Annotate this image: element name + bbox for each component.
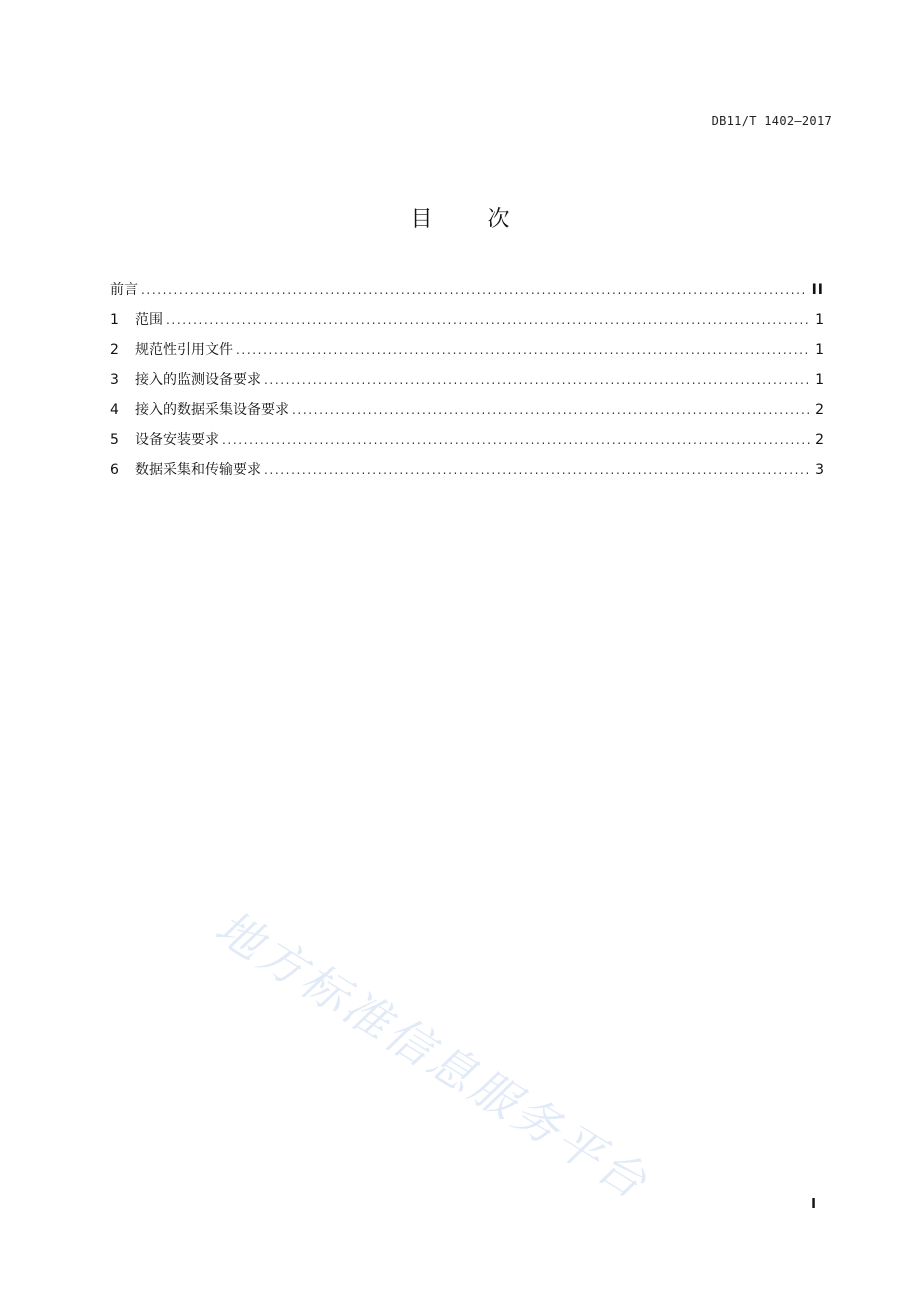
toc-entry-monitoring-devices[interactable] <box>110 368 824 398</box>
toc-entry-number: 4 <box>110 402 119 418</box>
toc-leader-dots <box>236 338 811 362</box>
toc-entry-label: 设备安装要求 <box>135 432 219 448</box>
toc-entry-installation[interactable] <box>110 428 824 458</box>
toc-entry-normative-references[interactable] <box>110 338 824 368</box>
table-of-contents <box>110 278 824 488</box>
document-code: DB11/T 1402—2017 <box>711 114 832 128</box>
toc-entry-data-acquisition-devices[interactable] <box>110 398 824 428</box>
toc-entry-page: 2 <box>815 432 824 448</box>
toc-leader-dots <box>292 398 811 422</box>
toc-entry-page: 1 <box>815 372 824 388</box>
toc-leader-dots <box>141 278 808 302</box>
toc-entry-label: 接入的数据采集设备要求 <box>135 402 289 418</box>
toc-entry-label: 数据采集和传输要求 <box>135 462 261 478</box>
toc-entry-page: 1 <box>815 312 824 328</box>
toc-entry-number: 6 <box>110 462 119 478</box>
toc-entry-label: 范围 <box>135 312 163 328</box>
toc-leader-dots <box>222 428 811 452</box>
toc-entry-label: 规范性引用文件 <box>135 342 233 358</box>
toc-entry-number: 1 <box>110 312 119 328</box>
toc-entry-number: 3 <box>110 372 119 388</box>
toc-entry-foreword[interactable] <box>110 278 824 308</box>
watermark: 地方标准信息服务平台 <box>206 899 659 1211</box>
toc-entry-label: 接入的监测设备要求 <box>135 372 261 388</box>
toc-entry-page: 1 <box>815 342 824 358</box>
toc-leader-dots <box>166 308 811 332</box>
page-number: I <box>811 1197 816 1212</box>
toc-entry-page: 2 <box>815 402 824 418</box>
toc-entry-number: 5 <box>110 432 119 448</box>
toc-entry-label: 前言 <box>110 282 138 298</box>
toc-entry-page: II <box>811 282 824 298</box>
toc-entry-scope[interactable] <box>110 308 824 338</box>
toc-entry-data-transmission[interactable] <box>110 458 824 488</box>
toc-title: 目 次 <box>410 207 534 232</box>
toc-leader-dots <box>264 458 811 482</box>
toc-entry-page: 3 <box>815 462 824 478</box>
toc-entry-number: 2 <box>110 342 119 358</box>
toc-leader-dots <box>264 368 811 392</box>
